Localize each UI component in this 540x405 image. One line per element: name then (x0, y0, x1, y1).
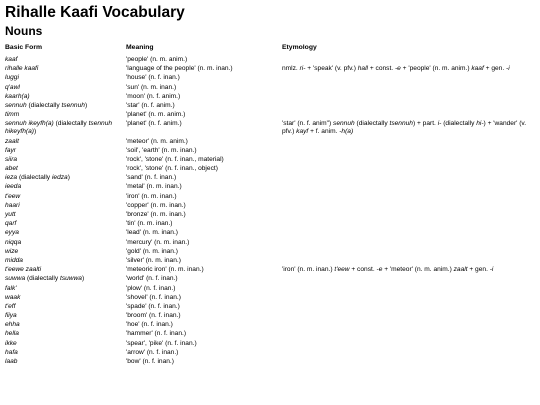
table-row (5, 156, 535, 165)
etymology-cell (282, 294, 535, 303)
dialect-note: (dialectally iedza) (17, 174, 70, 182)
basic-form-cell (5, 349, 126, 358)
meaning-cell: 'moon' (n. f. anim.) (126, 92, 181, 100)
table-row (5, 138, 535, 147)
meaning-cell: 'arrow' (n. f. inan.) (126, 348, 179, 356)
basic-form-word: kaaf (5, 56, 18, 63)
meaning-cell: 'copper' (n. m. inan.) (126, 201, 186, 209)
basic-form-cell (5, 266, 126, 275)
etymology-cell (282, 257, 535, 266)
meaning-cell: 'gold' (n. m. inan.) (126, 247, 178, 255)
etymology-cell: nmlz. ri- + 'speak' (v. pfv.) hall + const. -e + 'people' (n. m. anim.) kaaf + gen. -i (282, 65, 510, 73)
etymology-cell (282, 211, 535, 220)
table-row (5, 183, 535, 192)
meaning-cell: 'broom' (n. f. inan.) (126, 312, 181, 320)
meaning-cell: 'hoe' (n. f. inan.) (126, 321, 173, 329)
meaning-cell: 'sun' (n. m. inan.) (126, 83, 177, 91)
etymology-cell (282, 358, 535, 367)
table-row (5, 266, 535, 275)
basic-form-word: waak (5, 293, 21, 301)
basic-form-word: eyya (5, 229, 19, 237)
dialect-note: (dialectally tsennuh hikeyfh(a)) (5, 120, 113, 136)
meaning-cell: 'spear', 'pike' (n. f. inan.) (126, 339, 197, 347)
basic-form-cell (5, 193, 126, 202)
basic-form-word: timm (5, 111, 20, 119)
basic-form-word: hella (5, 330, 19, 338)
basic-form-word: abet (5, 165, 18, 173)
table-row (5, 102, 535, 111)
table-row (5, 147, 535, 156)
meaning-cell: 'mercury' (n. m. inan.) (126, 238, 190, 246)
basic-form-cell (5, 294, 126, 303)
basic-form-cell (5, 248, 126, 257)
meaning-cell: 'planet' (n. m. anim.) (126, 111, 186, 119)
etymology-cell (282, 312, 535, 321)
basic-form-word: niqqa (5, 238, 22, 246)
meaning-cell: 'iron' (n. m. inan.) (126, 192, 177, 200)
etymology-cell (282, 156, 535, 165)
meaning-cell: 'silver' (n. m. inan.) (126, 256, 181, 264)
meaning-cell: 'bronze' (n. m. inan.) (126, 211, 186, 218)
table-row (5, 193, 535, 202)
basic-form-cell (5, 183, 126, 192)
basic-form-word: kaarh(a) (5, 92, 30, 100)
basic-form-cell (5, 285, 126, 294)
etymology-cell (282, 93, 535, 102)
table-row (5, 358, 535, 367)
etymology-cell (282, 275, 535, 284)
etymology-cell (282, 330, 535, 339)
basic-form-cell (5, 84, 126, 93)
etymology-cell (282, 340, 535, 349)
basic-form-word: fiiya (5, 312, 17, 320)
basic-form-cell (5, 147, 126, 156)
basic-form-word: rihalle kaafi (5, 65, 39, 73)
vocabulary-table (5, 44, 535, 367)
etymology-cell (282, 84, 535, 93)
meaning-cell: 'star' (n. f. anim.) (126, 101, 175, 109)
meaning-cell: 'meteoric iron' (n. m. inan.) (126, 266, 204, 274)
basic-form-word: haari (5, 201, 20, 209)
meaning-cell: 'lead' (n. m. inan.) (126, 229, 178, 237)
basic-form-word: q'awl (5, 83, 20, 91)
table-row (5, 174, 535, 183)
basic-form-cell (5, 138, 126, 147)
table-row (5, 275, 535, 284)
meaning-cell: 'shovel' (n. f. inan.) (126, 293, 181, 301)
meaning-cell: 'soil', 'earth' (n. m. inan.) (126, 146, 197, 154)
basic-form-cell (5, 239, 126, 248)
basic-form-word: wize (5, 247, 19, 255)
table-row (5, 312, 535, 321)
table-row (5, 211, 535, 220)
basic-form-cell (5, 275, 126, 284)
table-row (5, 202, 535, 211)
etymology-cell (282, 183, 535, 192)
column-header-basic-form: Basic Form (5, 44, 43, 51)
etymology-cell (282, 138, 535, 147)
basic-form-cell (5, 120, 126, 137)
basic-form-cell (5, 93, 126, 102)
section-heading: Nouns (5, 24, 43, 38)
table-row (5, 285, 535, 294)
basic-form-cell (5, 340, 126, 349)
table-row (5, 93, 535, 102)
basic-form-cell (5, 102, 126, 111)
basic-form-cell (5, 74, 126, 83)
table-row (5, 65, 535, 74)
column-header-meaning: Meaning (126, 44, 154, 51)
dialect-note: (dialectally tsennuh) (26, 101, 88, 109)
basic-form-word: midda (5, 256, 23, 264)
etymology-cell: 'star' (n. f. anim") sennuh (dialectally tsennuh) + part. i- (dialectally hi-) + 'wander' (v. pfv.) kayf + f. anim. -h(a) (282, 120, 527, 136)
table-row (5, 257, 535, 266)
basic-form-word: ieeda (5, 183, 22, 191)
etymology-cell (282, 321, 535, 330)
etymology-cell (282, 285, 535, 294)
basic-form-cell (5, 303, 126, 312)
basic-form-cell (5, 312, 126, 321)
etymology-cell (282, 349, 535, 358)
basic-form-cell (5, 165, 126, 174)
meaning-cell: 'people' (n. m. anim.) (126, 56, 188, 63)
table-row (5, 349, 535, 358)
basic-form-cell (5, 202, 126, 211)
table-row (5, 239, 535, 248)
etymology-cell (282, 248, 535, 257)
etymology-cell (282, 147, 535, 156)
basic-form-cell (5, 211, 126, 220)
meaning-cell: 'spade' (n. f. inan.) (126, 302, 180, 310)
table-header-row (5, 44, 535, 56)
etymology-cell (282, 303, 535, 312)
meaning-cell: 'metal' (n. m. inan.) (126, 183, 182, 191)
table-row (5, 330, 535, 339)
dialect-note: (dialectally tsuwwa) (25, 275, 85, 283)
meaning-cell: 'meteor' (n. m. anim.) (126, 137, 188, 145)
table-row (5, 321, 535, 330)
meaning-cell: 'language of the people' (n. m. inan.) (126, 65, 233, 73)
etymology-cell (282, 111, 535, 120)
etymology-cell (282, 102, 535, 111)
basic-form-cell (5, 330, 126, 339)
table-row (5, 248, 535, 257)
basic-form-cell (5, 321, 126, 330)
meaning-cell: 'sand' (n. f. inan.) (126, 174, 177, 182)
basic-form-cell (5, 111, 126, 120)
etymology-cell (282, 165, 535, 174)
meaning-cell: 'plow' (n. f. inan.) (126, 284, 176, 292)
table-row (5, 229, 535, 238)
basic-form-cell (5, 65, 126, 74)
meaning-cell: 'rock', 'stone' (n. f. inan., material) (126, 155, 224, 163)
table-row (5, 303, 535, 312)
table-row (5, 340, 535, 349)
basic-form-word: qarf (5, 220, 17, 228)
basic-form-cell (5, 174, 126, 183)
table-row (5, 294, 535, 303)
basic-form-word: t'eew (5, 192, 21, 200)
etymology-cell (282, 174, 535, 183)
basic-form-cell (5, 358, 126, 367)
basic-form-word: t'eff (5, 302, 16, 310)
basic-form-cell (5, 220, 126, 229)
basic-form-word: siira (5, 155, 18, 163)
table-row (5, 165, 535, 174)
basic-form-word: ikke (5, 339, 17, 347)
meaning-cell: 'world' (n. f. inan.) (126, 275, 178, 283)
meaning-cell: 'tin' (n. m. inan.) (126, 220, 173, 228)
etymology-cell (282, 74, 535, 83)
basic-form-word: luggi (5, 74, 19, 82)
basic-form-cell (5, 257, 126, 266)
meaning-cell: 'rock', 'stone' (n. f. inan., object) (126, 165, 218, 173)
basic-form-word: hafa (5, 348, 18, 356)
basic-form-word: falk' (5, 284, 17, 292)
basic-form-cell (5, 156, 126, 165)
basic-form-word: ieza (5, 174, 18, 182)
table-row (5, 74, 535, 83)
table-row (5, 56, 535, 65)
meaning-cell: 'planet' (n. f. anim.) (126, 120, 182, 128)
basic-form-word: zaalt (5, 137, 19, 145)
page-title: Rihalle Kaafi Vocabulary (5, 4, 185, 21)
table-body (5, 56, 535, 367)
table-row (5, 220, 535, 229)
basic-form-word: t'eewe zaalti (5, 266, 42, 274)
basic-form-word: sennuh (5, 101, 27, 109)
etymology-cell (282, 229, 535, 238)
etymology-cell (282, 193, 535, 202)
etymology-cell (282, 220, 535, 229)
basic-form-cell (5, 56, 126, 65)
etymology-cell: 'iron' (n. m. inan.) t'eew + const. -e + 'meteor' (n. m. anim.) zaalt + gen. -i (282, 266, 494, 274)
basic-form-word: laab (5, 358, 18, 365)
basic-form-word: suwwa (5, 275, 26, 283)
meaning-cell: 'hammer' (n. f. inan.) (126, 330, 187, 338)
table-row (5, 84, 535, 93)
basic-form-cell (5, 229, 126, 238)
meaning-cell: 'house' (n. f. inan.) (126, 74, 180, 82)
etymology-cell (282, 202, 535, 211)
etymology-cell (282, 56, 535, 65)
etymology-cell (282, 239, 535, 248)
basic-form-word: ehha (5, 321, 20, 329)
meaning-cell: 'bow' (n. f. inan.) (126, 358, 174, 365)
column-header-etymology: Etymology (282, 44, 317, 51)
basic-form-word: fayr (5, 146, 16, 154)
table-row (5, 120, 535, 137)
basic-form-word: sennuh ikeyfh(a) (5, 120, 54, 128)
basic-form-word: yutt (5, 211, 16, 218)
table-row (5, 111, 535, 120)
